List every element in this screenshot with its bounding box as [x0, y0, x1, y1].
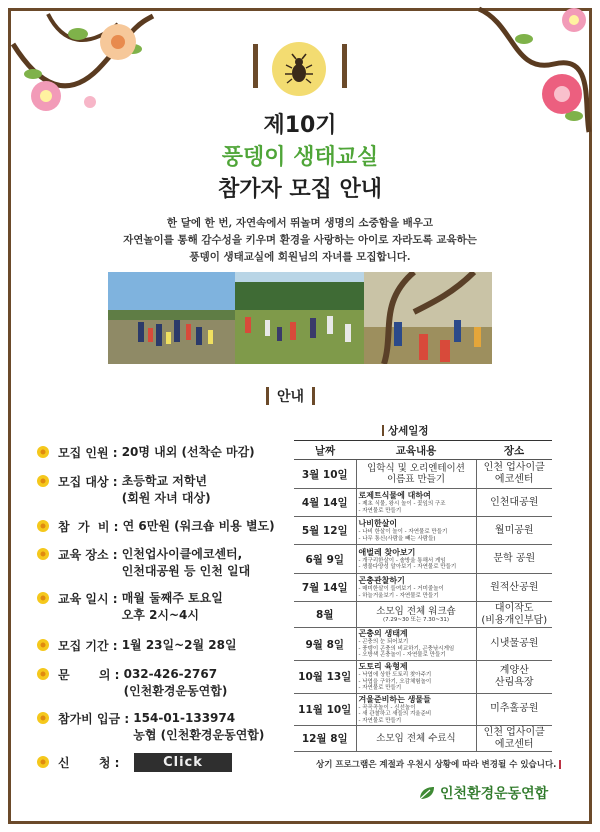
info-period: [36, 637, 237, 654]
schedule-note: 상기 프로그램은 계절과 우천시 상황에 따라 변경될 수 있습니다.: [316, 758, 561, 770]
info-value: [124, 666, 228, 700]
flower-bullet-icon: [36, 547, 50, 561]
section-bar-left: [266, 387, 269, 405]
schedule-place: 인천 업사이클 에코센터: [476, 460, 552, 489]
activity-photo: [364, 272, 492, 364]
schedule-content-detail: - 곤충의 눈 되어보기 - 풍뎅이 곤충의 비교하기, 곤충낚시게임 - 오방색 곤충놀이 - 자연물로 만들기: [358, 639, 455, 659]
schedule-row: [294, 726, 552, 752]
schedule-table: [294, 440, 552, 752]
schedule-header-row: [294, 441, 552, 460]
info-label: 신 청 :: [58, 756, 124, 770]
schedule-header-content: 교육내용: [356, 441, 476, 460]
info-label: 모집 대상 :: [58, 475, 122, 489]
org-leaf-icon: [418, 785, 436, 801]
schedule-content-main: 소모임 전체 워크숍: [376, 605, 456, 617]
schedule-row: [294, 517, 552, 545]
info-label: 모집 인원 :: [58, 446, 122, 460]
schedule-content: [356, 693, 476, 726]
schedule-date: 5월 12일: [294, 517, 356, 545]
header-divider-right: [342, 44, 347, 88]
flower-bullet-icon: [36, 667, 50, 681]
info-value-line: 매월 둘째주 토요일: [121, 591, 223, 605]
schedule-content-main: 애벌레 찾아보기: [358, 547, 416, 557]
schedule-place: 인천 업사이클 에코센터: [476, 726, 552, 752]
info-value: 연 6만원 (워크숍 비용 별도): [122, 519, 275, 533]
schedule-content-main: 로제트식물에 대하여: [358, 491, 431, 500]
schedule-place: 인천대공원: [476, 489, 552, 517]
program-title: 풍뎅이 생태교실: [221, 145, 379, 170]
schedule-row: [294, 545, 552, 574]
flower-vine-left-icon: [8, 4, 158, 114]
schedule-content-main: 도토리 육형제: [358, 662, 408, 671]
flower-bullet-icon: [36, 519, 50, 533]
info-recruit: [36, 444, 255, 461]
schedule-place: 계양산 산림욕장: [476, 661, 552, 694]
schedule-row: [294, 460, 552, 489]
info-value-line: 오후 2시~4시: [121, 608, 200, 622]
info-label: 교육 일시 :: [58, 592, 122, 606]
schedule-row: [294, 693, 552, 726]
info-fee: [36, 518, 275, 535]
schedule-content-main: 곤충의 생태계: [358, 629, 408, 639]
info-label: 모집 기간 :: [58, 639, 122, 653]
section-title: [266, 386, 315, 406]
org-logo: [418, 783, 548, 803]
info-value-line: 농협 (인천환경운동연합): [133, 728, 265, 742]
info-value-line: (회원 자녀 대상): [121, 491, 211, 505]
schedule-date: 6월 9일: [294, 545, 356, 574]
schedule-place: 월미공원: [476, 517, 552, 545]
schedule-content-main: 나비한살이: [358, 519, 398, 528]
schedule-content: [356, 602, 476, 628]
schedule-row: [294, 602, 552, 628]
schedule-date: 10월 13일: [294, 661, 356, 694]
info-value-line: 초등학교 저학년: [121, 474, 208, 488]
schedule-row: [294, 661, 552, 694]
info-contact: [36, 666, 227, 700]
schedule-place: 시냇물공원: [476, 628, 552, 661]
org-name: 인천환경운동연합: [440, 786, 549, 802]
info-venue: [36, 546, 250, 580]
schedule-content: [356, 628, 476, 661]
schedule-content-detail: - 낙엽에 상한 도토리 찾아주기 - 낙엽을 구하기, 오감체험놀이 - 자연물로 만들기: [358, 672, 432, 691]
info-value-line: 032-426-2767: [123, 667, 218, 681]
schedule-content-detail: - 개구리한살이 - 솔방울 통해서 게임 - 생물다양성 알아보기 - 자연물로 만들기: [358, 557, 457, 570]
flower-bullet-icon: [36, 638, 50, 652]
flower-bullet-icon: [36, 711, 50, 725]
schedule-content-main: 곤충관찰하기: [358, 576, 405, 585]
header-divider-left: [253, 44, 258, 88]
beetle-icon: [282, 52, 316, 86]
schedule-content: [356, 726, 476, 752]
info-label: 참가비 입금 :: [58, 712, 134, 726]
info-value: [122, 546, 250, 580]
schedule-content: [356, 460, 476, 489]
schedule-date: 8월: [294, 602, 356, 628]
schedule-date: 3월 10일: [294, 460, 356, 489]
schedule-title: 상세일정: [388, 425, 429, 437]
info-label: 교육 장소 :: [58, 548, 122, 562]
schedule-content-detail: - 나비 한살이 놀이 - 자연물로 만들기 - 나무 통신(사람을 빼는 사람들): [358, 529, 448, 542]
flower-bullet-icon: [36, 755, 50, 769]
schedule-date: 11월 10일: [294, 693, 356, 726]
info-target: [36, 473, 211, 507]
schedule-date: 12월 8일: [294, 726, 356, 752]
info-deposit: [36, 710, 264, 744]
intro-line: 풍뎅이 생태교실에 회원님의 자녀를 모집합니다.: [189, 251, 411, 263]
info-value: [122, 473, 211, 507]
info-value: [122, 590, 223, 624]
schedule-date: 4월 14일: [294, 489, 356, 517]
info-label: 문 의 :: [58, 668, 124, 682]
info-value-line: 인천대공원 등 인천 일대: [121, 564, 251, 578]
intro-line: 한 달에 한 번, 자연속에서 뛰놀며 생명의 소중함을 배우고: [166, 217, 434, 229]
schedule-content: [356, 545, 476, 574]
flower-bullet-icon: [36, 591, 50, 605]
section-bar-right: [312, 387, 315, 405]
page-subtitle: 참가자 모집 안내: [217, 177, 383, 202]
intro-line: 자연놀이를 통해 감수성을 키우며 환경을 사랑하는 아이로 자라도록 교육하는: [123, 234, 477, 246]
intro-text: [40, 215, 560, 266]
schedule-place: 문학 공원: [476, 545, 552, 574]
info-value-line: 154-01-133974: [133, 711, 236, 725]
schedule-header-date: 날짜: [294, 441, 356, 460]
schedule-row: [294, 574, 552, 602]
info-value-line: 인천업사이클에코센터,: [121, 547, 243, 561]
activity-photo: [108, 272, 238, 364]
schedule-content-detail: - 매미한살이 들여보기 - 거미줄놀이 - 하늘거울보기 - 자연물로 만들기: [358, 586, 444, 599]
schedule-content-detail: - 곡곡곡놀이 - 신선놀이 - 새 관찰하고 새들의 겨울준비 - 자연물로 만들기: [358, 704, 432, 724]
schedule-content-detail: - 제초 식물, 왕시 놀이 - 꽃잎의 구조 - 자연물로 만들기: [358, 501, 446, 514]
schedule-place: 원적산공원: [476, 574, 552, 602]
schedule-content-detail: (7.29~30 또는 7.30~31): [382, 616, 450, 623]
schedule-content: [356, 574, 476, 602]
schedule-date: 9월 8일: [294, 628, 356, 661]
flower-bullet-icon: [36, 474, 50, 488]
info-value: [133, 710, 264, 744]
flower-bullet-icon: [36, 445, 50, 459]
schedule-place: 미추홀공원: [476, 693, 552, 726]
info-label: 참 가 비 :: [58, 520, 123, 534]
schedule-body: [294, 460, 552, 752]
schedule-row: [294, 628, 552, 661]
schedule-row: [294, 489, 552, 517]
schedule-place: 대이작도 (비용개인부담): [476, 602, 552, 628]
activity-photo: [235, 272, 367, 364]
schedule-content-main: 소모임 전체 수료식: [376, 733, 456, 744]
info-schedule: [36, 590, 223, 624]
schedule-content: [356, 517, 476, 545]
info-value: 1월 23일~2월 28일: [121, 638, 237, 652]
info-value: 20명 내외 (선착순 마감): [121, 445, 255, 459]
beetle-badge: [272, 42, 326, 96]
info-apply: [36, 754, 124, 771]
schedule-content: [356, 661, 476, 694]
schedule-content-main: 입학식 및 오리엔테이션 이름표 만들기: [367, 463, 465, 485]
apply-click-button[interactable]: Click: [134, 753, 232, 772]
schedule-date: 7월 14일: [294, 574, 356, 602]
schedule-header-place: 장소: [476, 441, 552, 460]
schedule-content: [356, 489, 476, 517]
info-value-line: (인천환경운동연합): [123, 684, 228, 698]
schedule-content-main: 겨울준비하는 생물들: [358, 694, 431, 704]
edition-title: 제10기: [263, 113, 337, 138]
section-title-text: 안내: [277, 389, 305, 405]
